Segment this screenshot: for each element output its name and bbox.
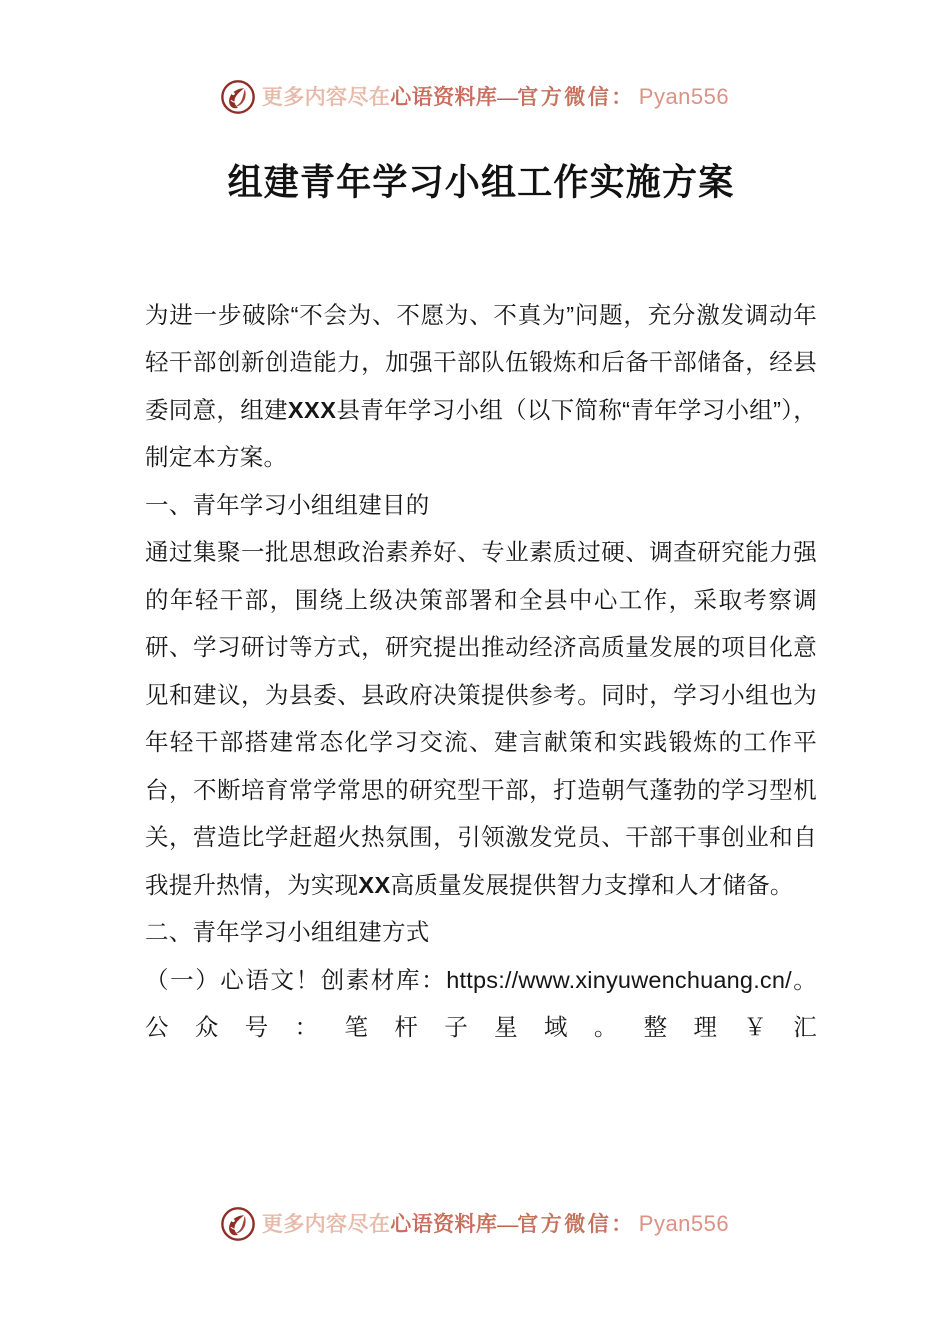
watermark-wechat-id: Pyan556 xyxy=(638,1211,730,1236)
footer-watermark-banner xyxy=(0,1207,950,1241)
watermark-segment-3: 官方微信： xyxy=(517,85,635,109)
intro-text-before: 为进一步破除“不会为、不愿为、不真为”问题，充分激发调动年轻干部创新创造能力，加强干部队伍锻炼和后备干部储备，经县委同意，组建 xyxy=(145,301,817,423)
watermark-dash: — xyxy=(497,1212,518,1236)
watermark-wechat-id: Pyan556 xyxy=(638,84,730,109)
section-heading-1: 一、青年学习小组组建目的 xyxy=(145,491,430,518)
watermark-segment-2: 心语资料库 xyxy=(390,1212,498,1236)
purpose-text-before: 通过集聚一批思想政治素养好、专业素质过硬、调查研究能力强的年轻干部，围绕上级决策部署和全县中心工作，采取考察调研、学习研讨等方式，研究提出推动经济高质量发展的项目化意见和建议，为县委、县政府决策提供参考。同时，学习小组也为年轻干部搭建常态化学习交流、建言献策和实践锻炼的工作平台，不断培育常学常思的研究型干部，打造朝气蓬勃的学习型机关，营造比学赶超火热氛围，引领激发党员、干部干事创业和自我提升热情，为实现 xyxy=(145,539,817,898)
purpose-region-placeholder: XX xyxy=(358,871,391,898)
purpose-text-after: 高质量发展提供智力支撑和人才储备。 xyxy=(390,871,794,898)
watermark-segment-1: 更多内容尽在 xyxy=(261,85,391,109)
xinyu-logo-icon xyxy=(221,1207,255,1241)
intro-text-after: 县青年学习小组（以下简称“青年学习小组”），制定本方案。 xyxy=(145,396,817,471)
watermark-segment-3: 官方微信： xyxy=(517,1212,635,1236)
document-content xyxy=(145,160,817,1052)
intro-county-placeholder: XXX xyxy=(287,396,337,423)
paragraph-promo xyxy=(145,957,817,1052)
xinyu-logo-icon xyxy=(221,80,255,114)
paragraph-intro xyxy=(145,292,817,482)
header-watermark-text xyxy=(262,86,729,108)
watermark-segment-2: 心语资料库 xyxy=(390,85,498,109)
promo-text-after: 。公众号：笔杆子星域。整理￥汇 xyxy=(145,966,817,1041)
header-watermark-banner xyxy=(0,80,950,114)
promo-url[interactable]: https://www.xinyuwenchuang.cn/ xyxy=(446,966,792,993)
watermark-dash: — xyxy=(497,85,518,109)
promo-text-before: （一）心语文！创素材库： xyxy=(145,966,447,993)
footer-watermark-text xyxy=(262,1213,729,1235)
paragraph-purpose xyxy=(145,529,817,909)
document-title: 组建青年学习小组工作实施方案 xyxy=(227,162,735,203)
watermark-segment-1: 更多内容尽在 xyxy=(261,1212,391,1236)
section-heading-2: 二、青年学习小组组建方式 xyxy=(145,919,430,946)
